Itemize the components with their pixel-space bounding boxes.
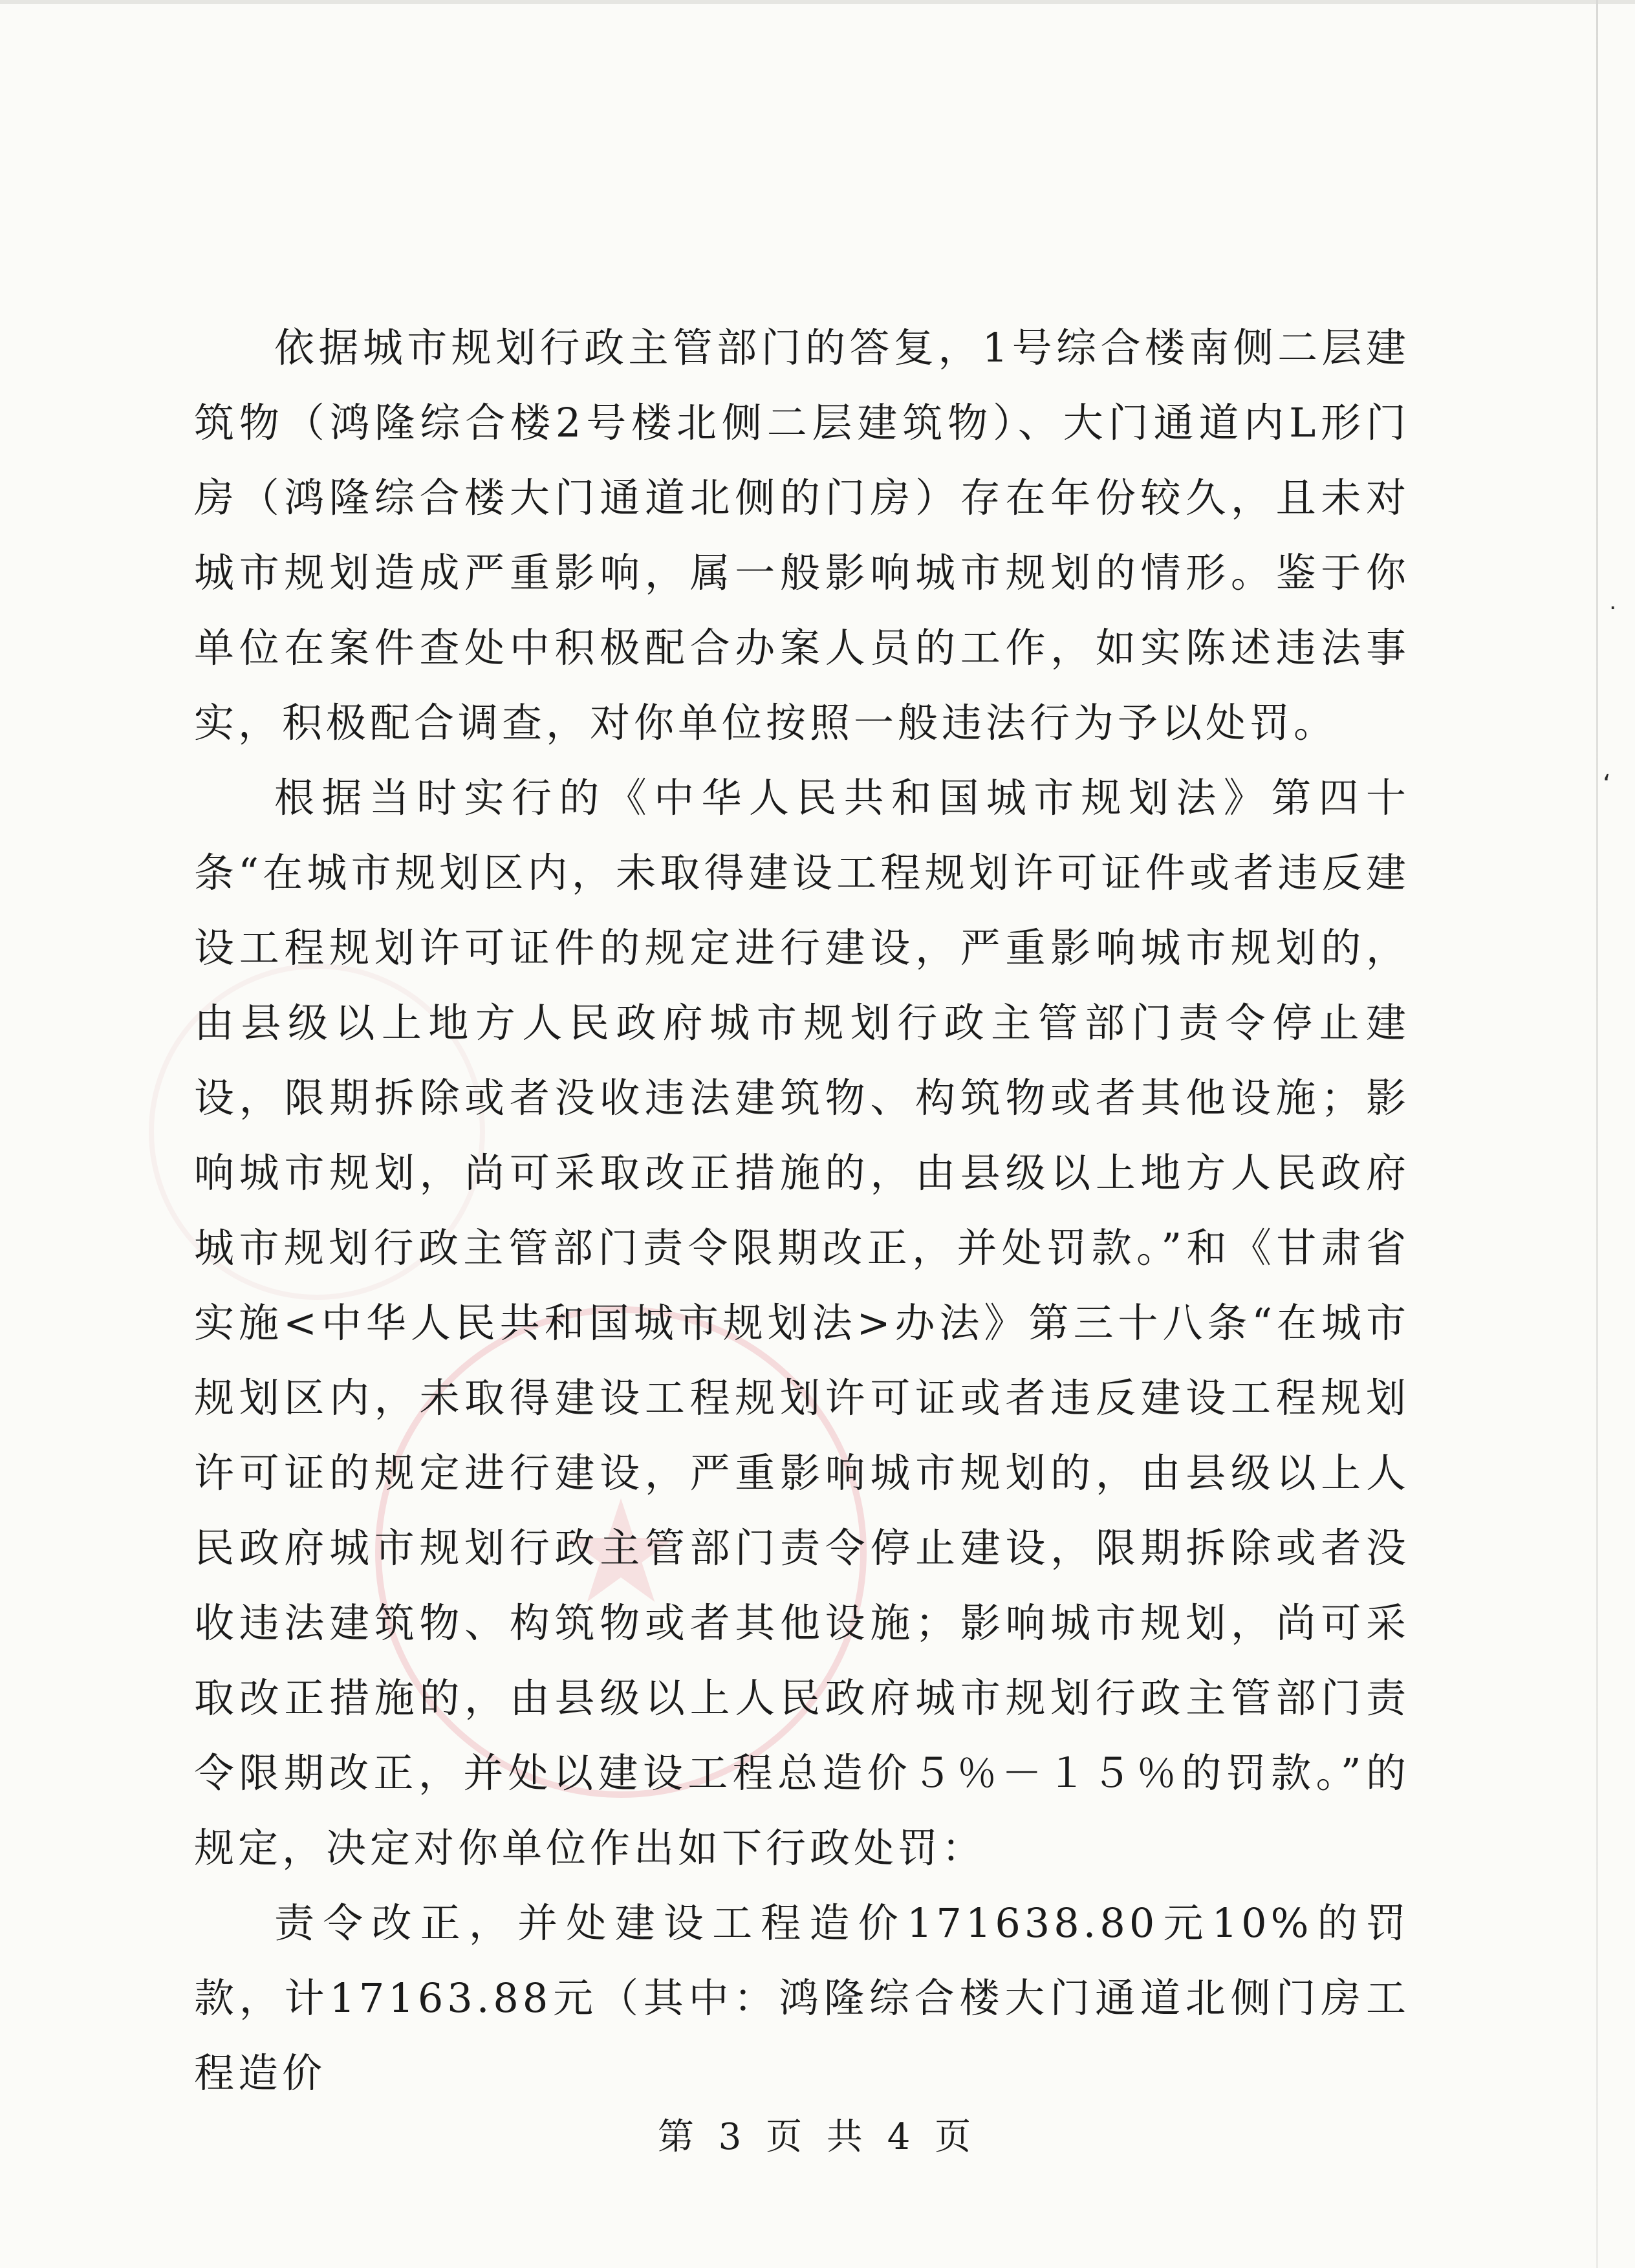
page-number: 第 3 页 共 4 页	[657, 2116, 978, 2158]
paragraph: 根据当时实行的《中华人民共和国城市规划法》第四十条“在城市规划区内，未取得建设工程规划许可证件或者违反建设工程规划许可证件的规定进行建设，严重影响城市规划的，由县级以上地方人民政府城市规划行政主管部门责令停止建设，限期拆除或者没收违法建筑物、构筑物或者其他设施；影响城市规划，尚可采取改正措施的，由县级以上地方人民政府城市规划行政主管部门责令限期改正，并处罚款。”和《甘肃省实施<中华人民共和国城市规划法>办法》第三十八条“在城市规划区内，未取得建设工程规划许可证或者违反建设工程规划许可证的规定进行建设，严重影响城市规划的，由县级以上人民政府城市规划行政主管部门责令停止建设，限期拆除或者没收违法建筑物、构筑物或者其他设施；影响城市规划，尚可采取改正措施的，由县级以上人民政府城市规划行政主管部门责令限期改正，并处以建设工程总造价５％－１５％的罚款。”的规定，决定对你单位作出如下行政处罚：	[194, 774, 1410, 1872]
scan-speck: ·	[1609, 595, 1617, 621]
scan-speck: ‘	[1603, 770, 1611, 799]
paragraph: 责令改正，并处建设工程造价171638.80元10%的罚款，计17163.88元（其中：鸿隆综合楼大门通道北侧门房工程造价	[194, 1899, 1410, 2097]
scan-top-edge	[0, 0, 1635, 4]
scan-edge-line	[1596, 0, 1598, 2268]
paragraph: 依据城市规划行政主管部门的答复，1号综合楼南侧二层建筑物（鸿隆综合楼2号楼北侧二层建筑物）、大门通道内L形门房（鸿隆综合楼大门通道北侧的门房）存在年份较久，且未对城市规划造成严重影响，属一般影响城市规划的情形。鉴于你单位在案件查处中积极配合办案人员的工作，如实陈述违法事实，积极配合调查，对你单位按照一般违法行为予以处罚。	[194, 324, 1410, 746]
seal-star-icon: ★	[557, 1469, 685, 1635]
document-body	[194, 310, 1410, 2111]
